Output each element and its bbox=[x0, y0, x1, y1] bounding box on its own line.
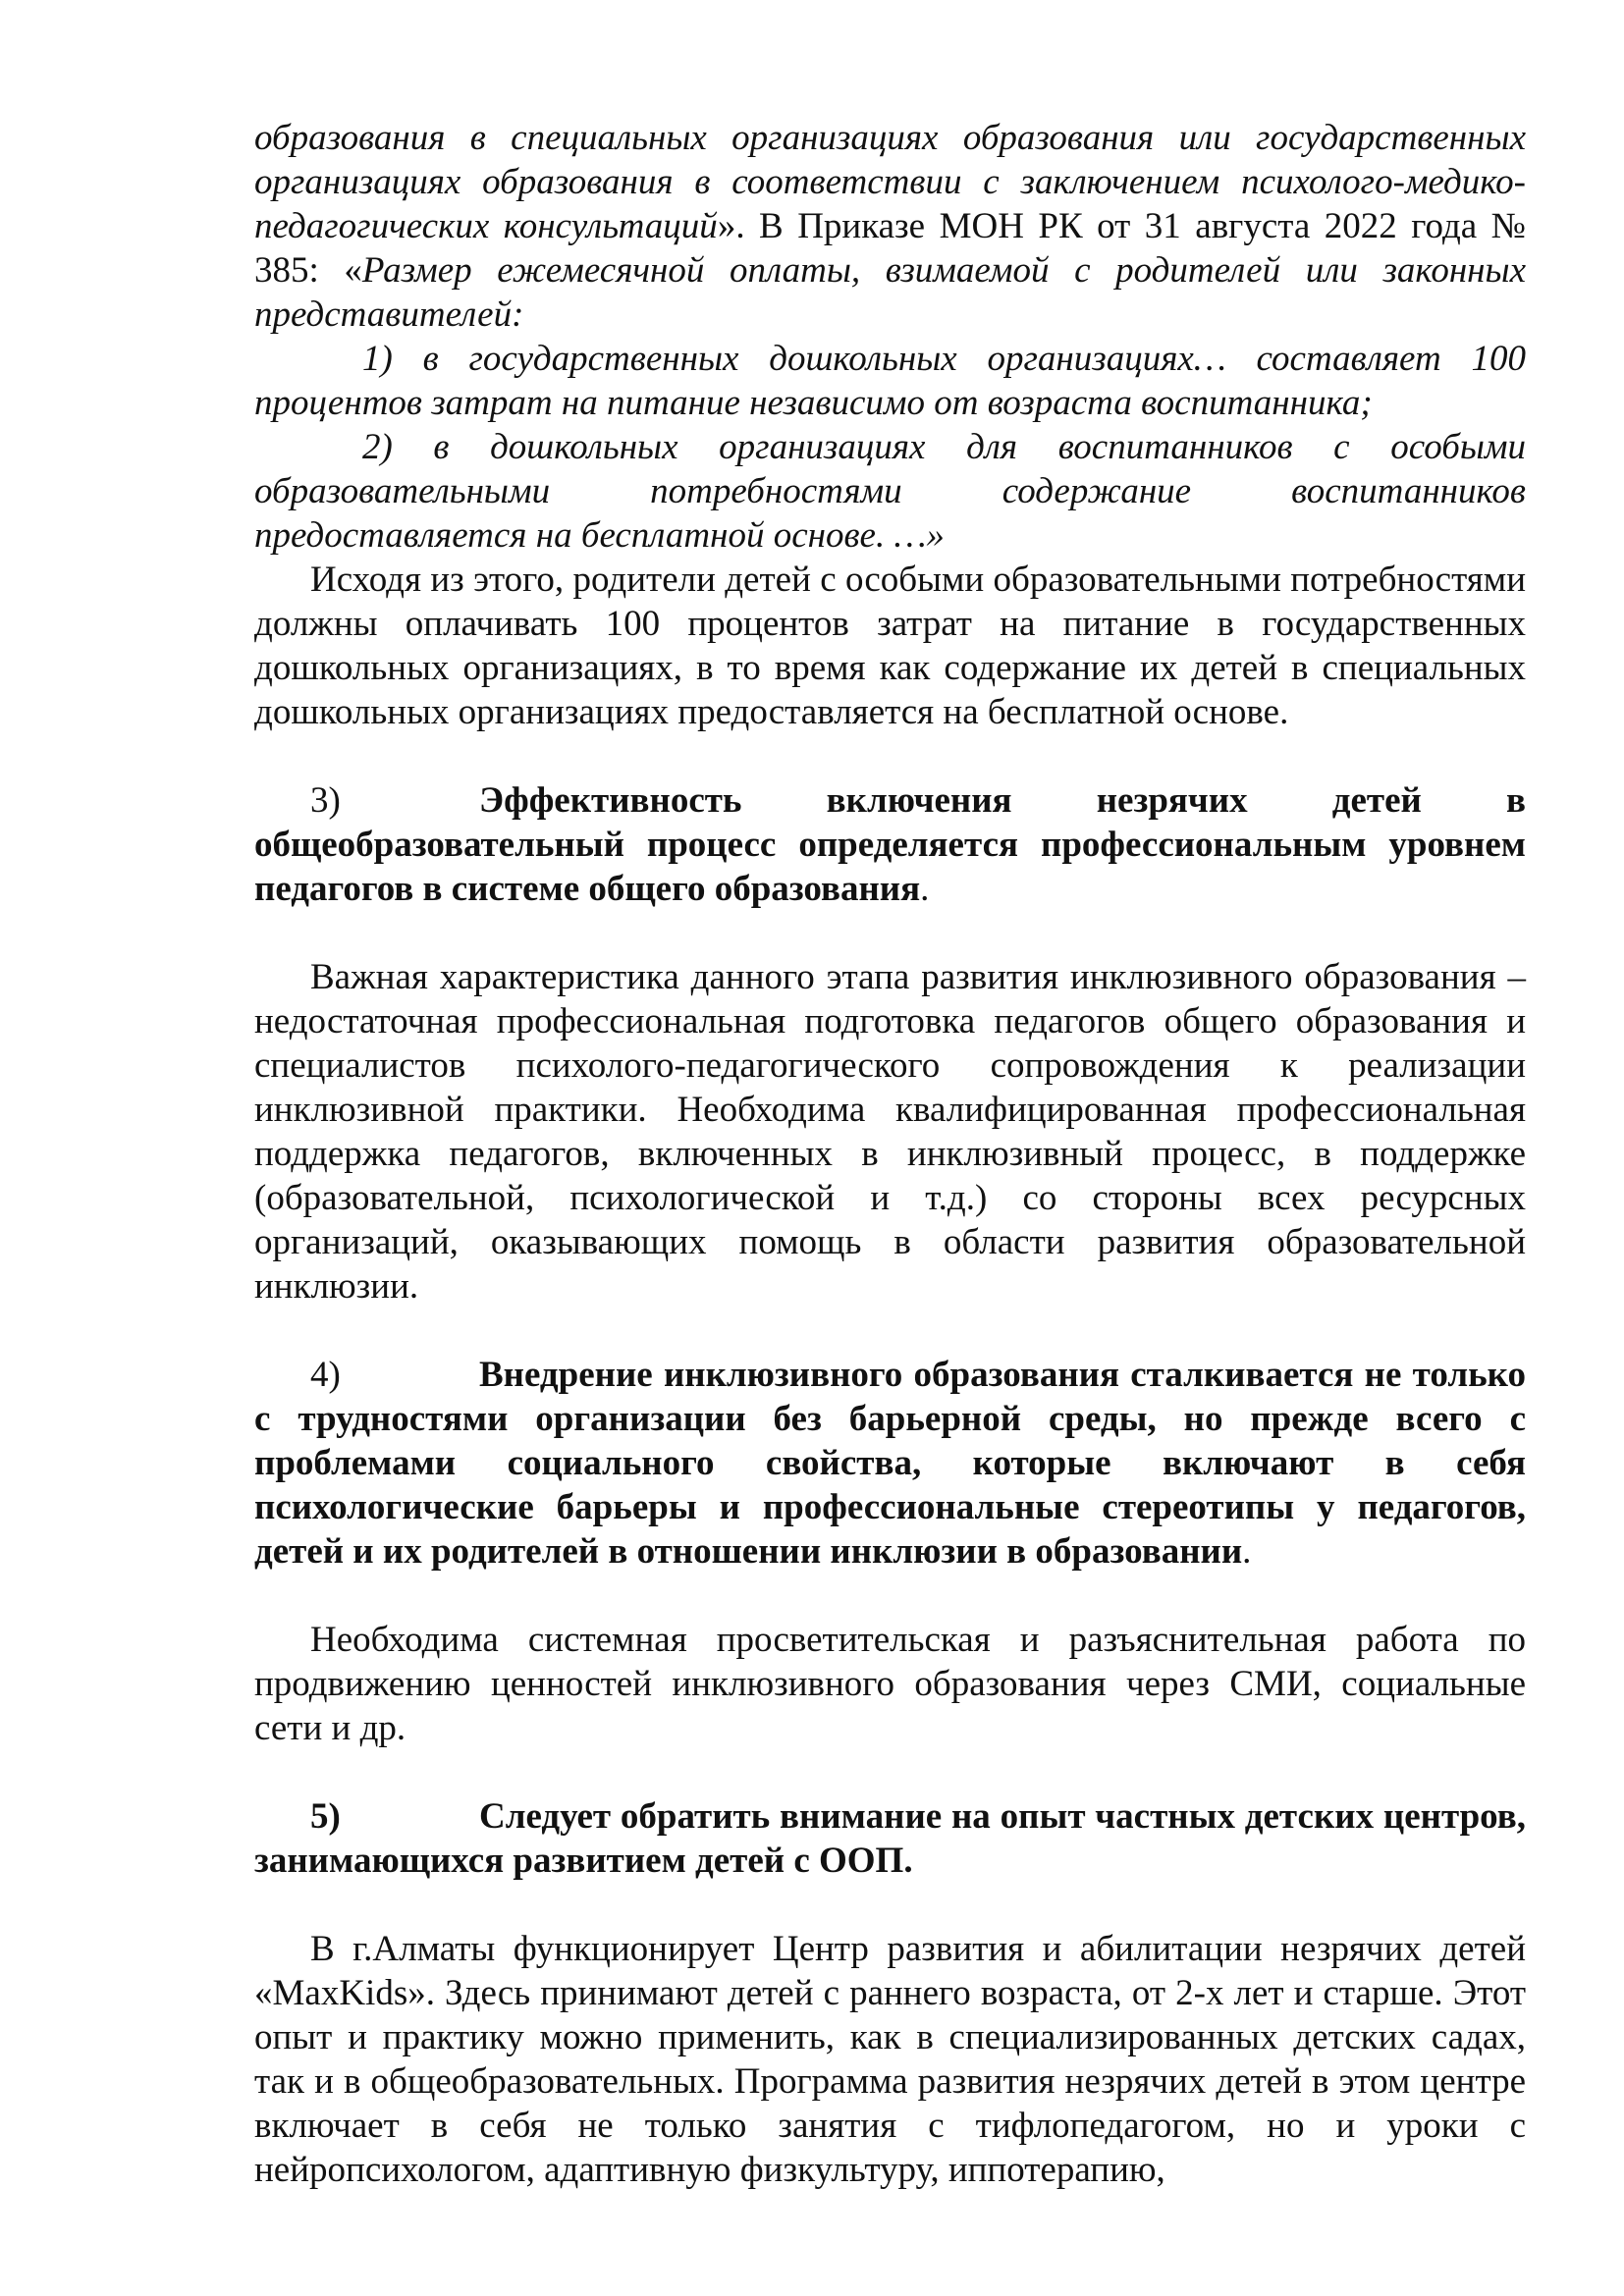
section-4-body: Необходима системная просветительская и разъяснительная работа по продвижению ценностей инклюзивного образования через СМИ, социальные сети и др. bbox=[254, 1620, 1526, 1748]
section-5-heading-text: Следует обратить внимание на опыт частных детских центров, занимающихся развитием детей с ООП. bbox=[254, 1796, 1526, 1881]
intro-plain-1: ». В Приказе МОН РК от 31 августа 2022 года № 385: « bbox=[254, 206, 1526, 291]
section-5-number: 5) bbox=[310, 1796, 341, 1837]
section-4-heading: 4) Внедрение инклюзивного образования сталкивается не только с трудностями организации без барьерной среды, но прежде всего с проблемами социального свойства, которые включают в себя психологические барьеры и профессиональные стереотипы у педагогов, детей и их родителей в отношении инклюзии в образовании. bbox=[254, 1355, 1526, 1572]
quote-item-1: 1) в государственных дошкольных организациях… составляет 100 процентов затрат на питание независимо от возраста воспитанника; bbox=[254, 339, 1526, 423]
section-3-heading: 3) Эффективность включения незрячих детей в общеобразовательный процесс определяется профессиональным уровнем педагогов в системе общего образования. bbox=[254, 780, 1526, 909]
intro-italic-1: образования в специальных организациях образования или государственных организациях образования в соответствии с заключением психолого-медико-педагогических консультаций bbox=[254, 118, 1526, 246]
section-5-body: В г.Алматы функционирует Центр развития и абилитации незрячих детей «MaxKids». Здесь принимают детей с раннего возраста, от 2-х лет и старше. Этот опыт и практику можно применить, как в специализированных детских садах, так и в общеобразовательных. Программа развития незрячих детей в этом центре включает в себя не только занятия с тифлопедагогом, но и уроки с нейропсихологом, адаптивную физкультуру, иппотерапию, bbox=[254, 1929, 1526, 2190]
section-3-number: 3) bbox=[310, 780, 341, 821]
document-page bbox=[254, 116, 1526, 2192]
conclusion-paragraph: Исходя из этого, родители детей с особыми образовательными потребностями должны оплачивать 100 процентов затрат на питание в государственных дошкольных организациях, в то время как содержание их детей в специальных дошкольных организациях предоставляется на бесплатной основе. bbox=[254, 560, 1526, 732]
section-4-number: 4) bbox=[310, 1355, 341, 1395]
intro-italic-2: Размер ежемесячной оплаты, взимаемой с родителей или законных представителей: bbox=[254, 250, 1527, 335]
section-3-heading-text: Эффективность включения незрячих детей в общеобразовательный процесс определяется профессиональным уровнем педагогов в системе общего образования bbox=[254, 780, 1526, 909]
quote-item-2: 2) в дошкольных организациях для воспитанников с особыми образовательными потребностями содержание воспитанников предоставляется на бесплатной основе. …» bbox=[254, 427, 1526, 556]
intro-paragraph bbox=[254, 116, 1526, 337]
section-5-heading bbox=[254, 1794, 1526, 1883]
section-4-heading-text: Внедрение инклюзивного образования сталкивается не только с трудностями организации без барьерной среды, но прежде всего с проблемами социального свойства, которые включают в себя психологические барьеры и профессиональные стереотипы у педагогов, детей и их родителей в отношении инклюзии в образовании bbox=[254, 1355, 1526, 1572]
section-3-body: Важная характеристика данного этапа развития инклюзивного образования – недостаточная профессиональная подготовка педагогов общего образования и специалистов психолого-педагогического сопровождения к реализации инклюзивной практики. Необходима квалифицированная профессиональная поддержка педагогов, включенных в инклюзивный процесс, в поддержке (образовательной, психологической и т.д.) со стороны всех ресурсных организаций, оказывающих помощь в области развития образовательной инклюзии. bbox=[254, 957, 1526, 1307]
